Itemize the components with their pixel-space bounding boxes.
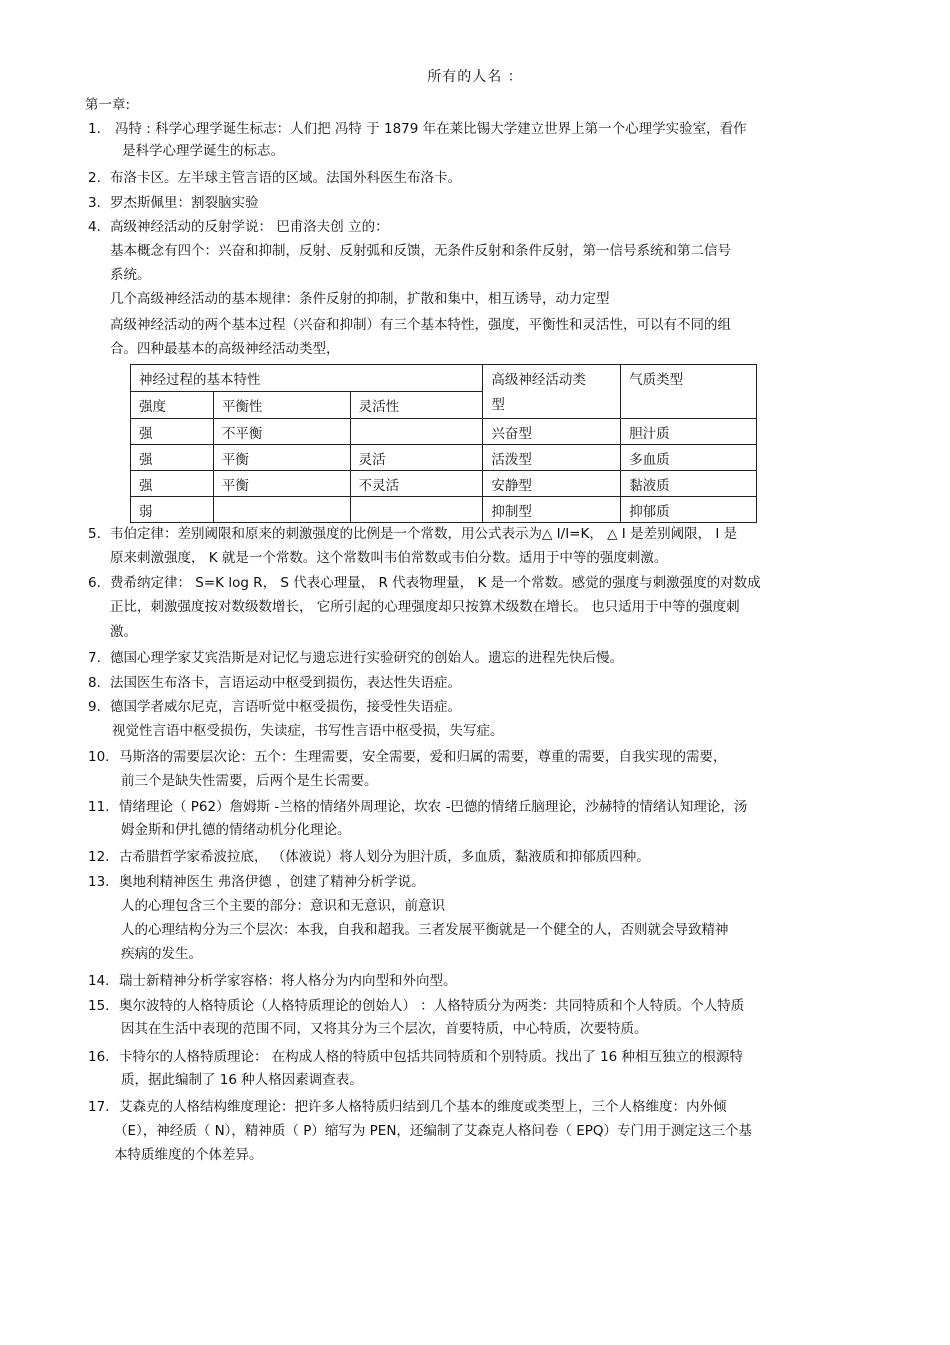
table-row	[131, 497, 757, 523]
item-text-line: 艾森克的人格结构维度理论：把许多人格特质归结到几个基本的维度或类型上，三个人格维度：内外倾	[119, 1099, 727, 1115]
table-cell: 强	[131, 445, 214, 471]
item-number: 15.	[88, 998, 110, 1014]
item-text-line: 基本概念有四个：兴奋和抑制，反射、反射弧和反馈，无条件反射和条件反射，第一信号系统和第二信号	[110, 243, 731, 259]
item-text-line: 视觉性言语中枢受损伤，失读症，书写性言语中枢受损，失写症。	[112, 723, 504, 739]
item-text-line: （E），神经质（ N），精神质（ P）缩写为 PEN，还编制了艾森克人格问卷（ EPQ）专门用于测定这三个基	[114, 1123, 752, 1139]
document-title: 所有的人名 ：	[427, 69, 523, 85]
chapter-heading: 第一章:	[85, 97, 131, 113]
table-header-cell: 高级神经活动类 型	[483, 365, 621, 419]
item-text-line: 法国医生布洛卡，言语运动中枢受到损伤，表达性失语症。	[110, 675, 461, 691]
item-text-line: 费希纳定律： S=K log R， S 代表心理量， R 代表物理量， K 是一个常数。感觉的强度与刺激强度的对数成	[110, 575, 761, 591]
item-text-line: 前三个是缺失性需要，后两个是生长需要。	[121, 773, 378, 789]
table-cell	[350, 497, 483, 523]
item-text-line: 韦伯定律：差别阈限和原来的刺激强度的比例是一个常数，用公式表示为△ I/I=K， △ I 是差别阈限， I 是	[110, 526, 738, 542]
item-text-line: 本特质维度的个体差异。	[114, 1147, 263, 1163]
item-number: 14.	[88, 973, 110, 989]
item-text-line: 疾病的发生。	[121, 946, 202, 962]
table-subheader-cell: 平衡性	[213, 392, 350, 419]
table-subheader-cell: 灵活性	[350, 392, 483, 419]
table-cell: 平衡	[213, 471, 350, 497]
item-text-line: 系统。	[110, 267, 151, 283]
table-cell: 活泼型	[483, 445, 621, 471]
nervous-type-table	[130, 364, 757, 523]
table-cell	[213, 497, 350, 523]
item-text-line: 高级神经活动的两个基本过程（兴奋和抑制）有三个基本特性，强度，平衡性和灵活性，可以有不同的组	[110, 317, 731, 333]
table-cell: 兴奋型	[483, 419, 621, 445]
item-text-line: 人的心理结构分为三个层次：本我，自我和超我。三者发展平衡就是一个健全的人，否则就会导致精神	[121, 922, 729, 938]
item-number: 4.	[88, 219, 101, 235]
table-cell: 不灵活	[350, 471, 483, 497]
table-cell: 抑制型	[483, 497, 621, 523]
table-cell: 灵活	[350, 445, 483, 471]
item-text-line: 卡特尔的人格特质理论： 在构成人格的特质中包括共同特质和个别特质。找出了 16 种相互独立的根源特	[119, 1049, 744, 1065]
table-row	[131, 471, 757, 497]
item-number: 10.	[88, 749, 110, 765]
item-number: 16.	[88, 1049, 110, 1065]
item-number: 17.	[88, 1099, 110, 1115]
item-number: 11.	[88, 799, 110, 815]
table-row	[131, 419, 757, 445]
table-cell: 平衡	[213, 445, 350, 471]
table-cell: 抑郁质	[621, 497, 757, 523]
table-header-cell: 气质类型	[621, 365, 757, 419]
item-text-line: 原来刺激强度， K 就是一个常数。这个常数叫韦伯常数或韦伯分数。适用于中等的强度刺激。	[110, 550, 668, 566]
item-text-line: 瑞士新精神分析学家容格：将人格分为内向型和外向型。	[119, 973, 457, 989]
item-text-line: 正比，刺激强度按对数级数增长， 它所引起的心理强度却只按算术级数在增长。 也只适用于中等的强度刺	[110, 599, 740, 615]
table-cell: 多血质	[621, 445, 757, 471]
table-cell: 黏液质	[621, 471, 757, 497]
item-number: 3.	[88, 195, 101, 211]
item-text-line: 德国学者威尔尼克，言语听觉中枢受损伤，接受性失语症。	[110, 699, 461, 715]
item-text-line: 奥尔波特的人格特质论（人格特质理论的创始人） ：人格特质分为两类：共同特质和个人特质。个人特质	[119, 998, 745, 1014]
item-text-line: 因其在生活中表现的范围不同，又将其分为三个层次，首要特质，中心特质，次要特质。	[121, 1021, 648, 1037]
item-text-line: 是科学心理学诞生的标志。	[122, 143, 284, 159]
table-cell: 胆汁质	[621, 419, 757, 445]
item-number: 2.	[88, 170, 101, 186]
table-cell: 安静型	[483, 471, 621, 497]
table-subheader-cell: 强度	[131, 392, 214, 419]
item-text-line: 几个高级神经活动的基本规律：条件反射的抑制，扩散和集中，相互诱导，动力定型	[110, 291, 610, 307]
item-number: 8.	[88, 675, 101, 691]
item-text-line: 冯特 : 科学心理学诞生标志：人们把 冯特 于 1879 年在莱比锡大学建立世界上第一个心理学实验室，看作	[115, 121, 747, 137]
item-text-line: 德国心理学家艾宾浩斯是对记忆与遗忘进行实验研究的创始人。遗忘的进程先快后慢。	[110, 650, 623, 666]
item-text-line: 罗杰斯佩里：割裂脑实验	[110, 195, 259, 211]
table-header-cell: 神经过程的基本特性	[131, 365, 483, 392]
item-text-line: 人的心理包含三个主要的部分：意识和无意识，前意识	[121, 898, 445, 914]
item-text-line: 古希腊哲学家希波拉底， （体液说）将人划分为胆汁质，多血质，黏液质和抑郁质四种。	[119, 849, 650, 865]
item-number: 5.	[88, 526, 101, 542]
item-text-line: 姆金斯和伊扎德的情绪动机分化理论。	[121, 822, 351, 838]
item-text-line: 布洛卡区。左半球主管言语的区域。法国外科医生布洛卡。	[110, 170, 461, 186]
item-text-line: 合。四种最基本的高级神经活动类型，	[110, 341, 340, 357]
item-number: 9.	[88, 699, 101, 715]
item-text-line: 马斯洛的需要层次论：五个：生理需要，安全需要，爱和归属的需要，尊重的需要，自我实现的需要，	[119, 749, 727, 765]
item-text-line: 情绪理论（ P62）詹姆斯 -兰格的情绪外周理论，坎农 -巴德的情绪丘脑理论，沙赫特的情绪认知理论，汤	[119, 799, 748, 815]
table-cell: 强	[131, 419, 214, 445]
table-cell: 强	[131, 471, 214, 497]
item-number: 6.	[88, 575, 101, 591]
item-number: 13.	[88, 874, 110, 890]
item-text-line: 激。	[110, 624, 137, 640]
table-cell: 弱	[131, 497, 214, 523]
item-text-line: 质，据此编制了 16 种人格因素调查表。	[121, 1072, 363, 1088]
item-number: 7.	[88, 650, 101, 666]
item-number: 12.	[88, 849, 110, 865]
table-row	[131, 445, 757, 471]
item-text-line: 奥地利精神医生 弗洛伊德 ，创建了精神分析学说。	[119, 874, 425, 890]
item-text-line: 高级神经活动的反射学说： 巴甫洛夫创 立的：	[110, 219, 389, 235]
table-cell: 不平衡	[213, 419, 350, 445]
table-cell	[350, 419, 483, 445]
item-number: 1.	[88, 121, 101, 137]
